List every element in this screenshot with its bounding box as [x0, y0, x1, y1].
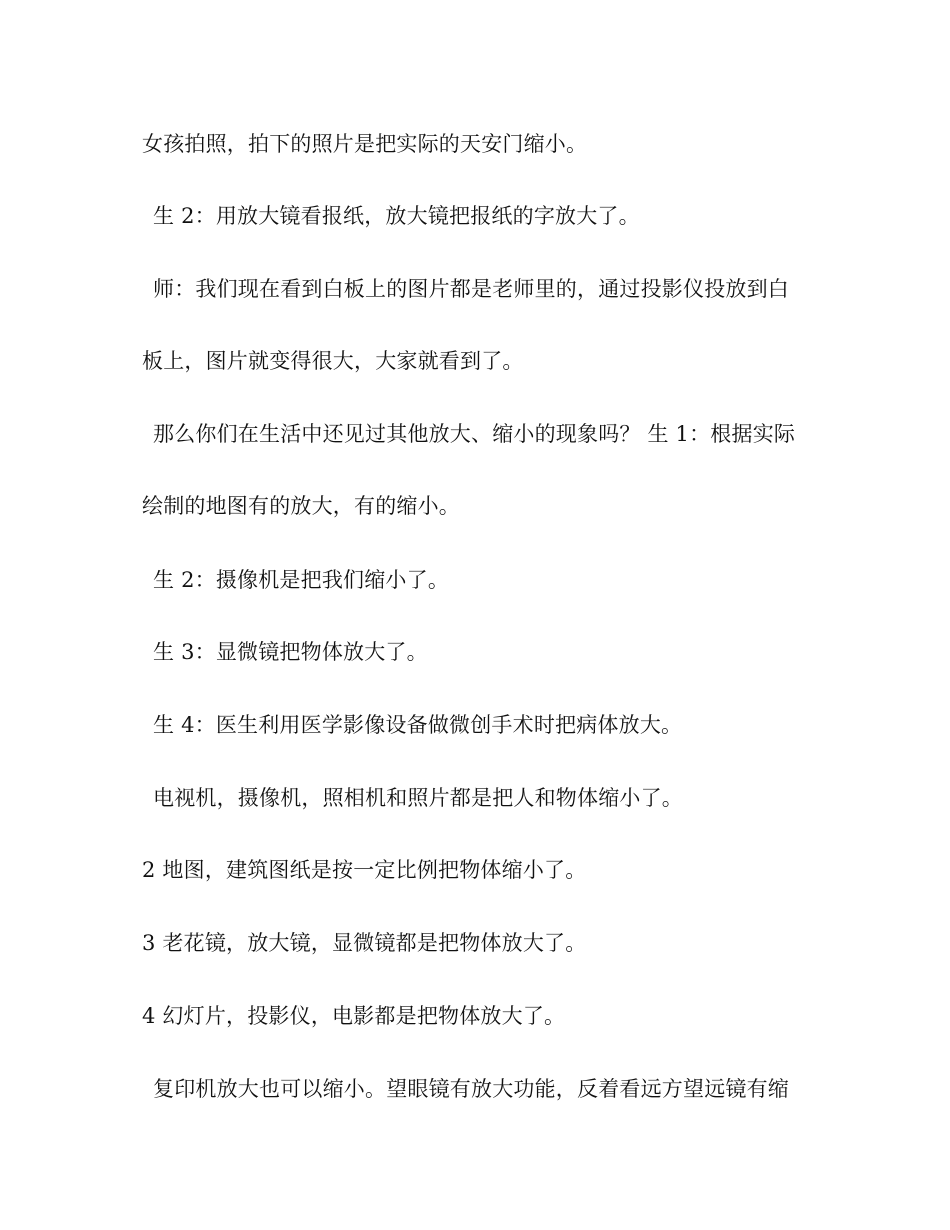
text-line: 那么你们在生活中还见过其他放大、缩小的现象吗？ 生 1：根据实际: [153, 422, 796, 446]
text-line: 2 地图，建筑图纸是按一定比例把物体缩小了。: [142, 858, 587, 882]
text-line: 4 幻灯片，投影仪，电影都是把物体放大了。: [142, 1004, 566, 1028]
text-line: 女孩拍照，拍下的照片是把实际的天安门缩小。: [142, 132, 588, 156]
text-line: 生 3：显微镜把物体放大了。: [153, 640, 428, 664]
text-line: 师：我们现在看到白板上的图片都是老师里的，通过投影仪投放到白: [153, 277, 789, 301]
text-line: 生 4：医生利用医学影像设备做微创手术时把病体放大。: [153, 713, 683, 737]
text-line: 板上，图片就变得很大，大家就看到了。: [142, 349, 524, 373]
text-line: 电视机，摄像机，照相机和照片都是把人和物体缩小了。: [153, 786, 683, 810]
text-line: 复印机放大也可以缩小。望眼镜有放大功能，反着看远方望远镜有缩: [153, 1077, 789, 1101]
text-line: 绘制的地图有的放大，有的缩小。: [142, 494, 460, 518]
text-line: 3 老花镜，放大镜，显微镜都是把物体放大了。: [142, 931, 587, 955]
text-line: 生 2：摄像机是把我们缩小了。: [153, 568, 450, 592]
text-line: 生 2：用放大镜看报纸，放大镜把报纸的字放大了。: [153, 204, 640, 228]
